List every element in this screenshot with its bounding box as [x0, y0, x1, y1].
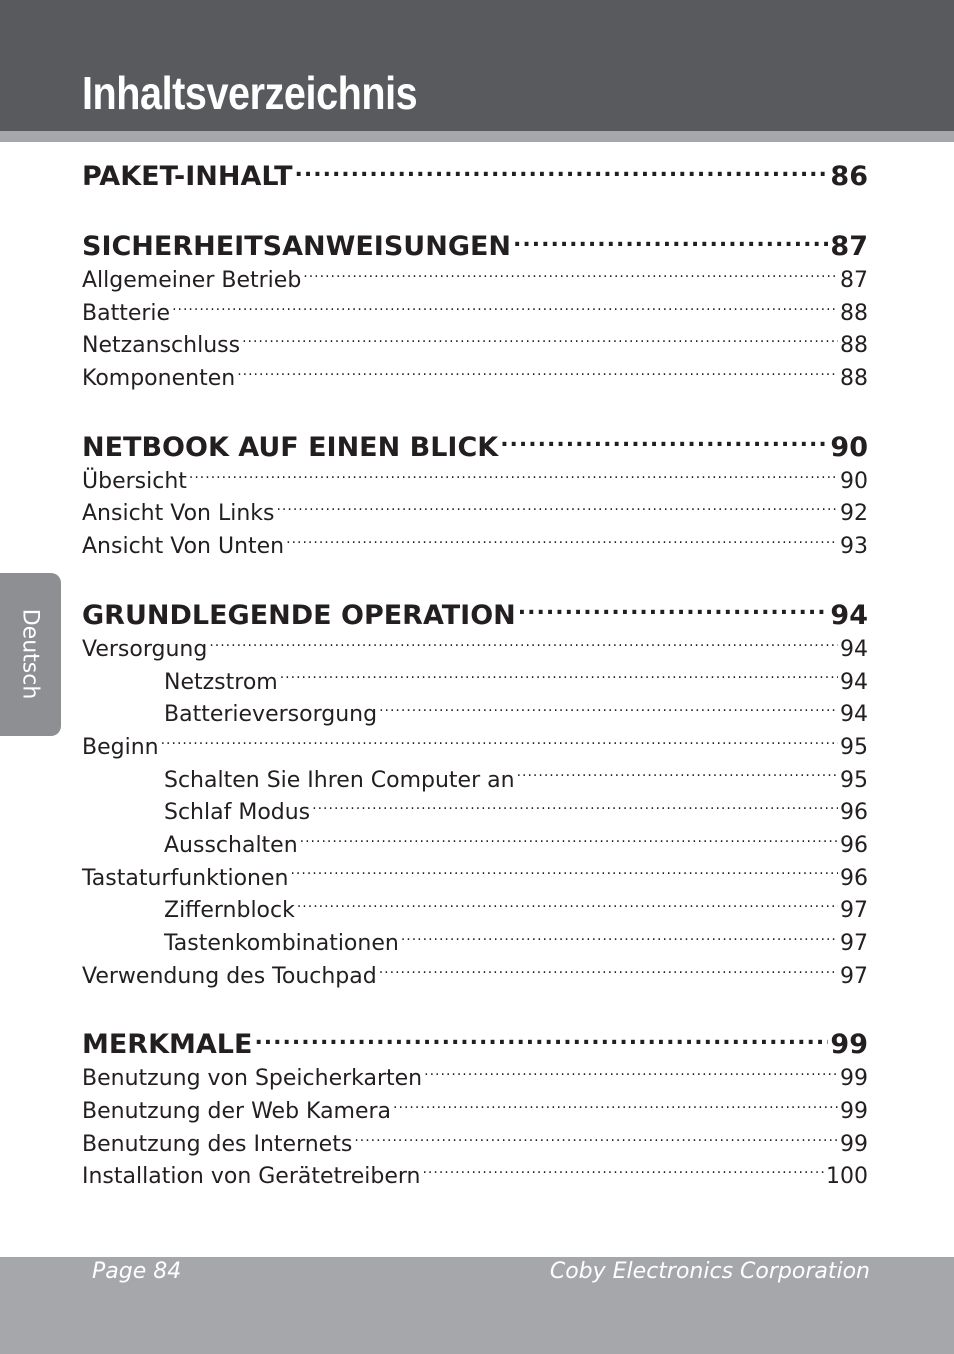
toc-entry[interactable] [82, 1096, 868, 1129]
dot-leader [354, 1129, 838, 1151]
toc-subentry[interactable] [82, 699, 868, 732]
toc-subentry[interactable] [82, 765, 868, 798]
toc-entry-page-number: 99 [840, 1066, 868, 1092]
toc-entry[interactable] [82, 1129, 868, 1162]
toc-section [82, 158, 868, 195]
toc-entry[interactable] [82, 1063, 868, 1096]
dot-leader [237, 363, 838, 385]
page-footer [0, 1257, 954, 1354]
toc-subentry-label: Ziffernblock [164, 898, 295, 924]
toc-entry-label: Netzanschluss [82, 333, 241, 359]
toc-subentry[interactable] [82, 667, 868, 700]
toc-entry-label: Verwendung des Touchpad [82, 963, 377, 989]
dot-leader [276, 498, 838, 520]
toc-subentry-page-number: 94 [840, 669, 868, 695]
toc-entry-label: Beginn [82, 734, 159, 760]
toc-subentry[interactable] [82, 797, 868, 830]
toc-section-heading[interactable] [82, 228, 868, 265]
toc-entry[interactable] [82, 466, 868, 499]
toc-entry-label: Batterie [82, 300, 171, 326]
dot-leader [513, 228, 828, 255]
toc-entry[interactable] [82, 330, 868, 363]
dot-leader [295, 158, 829, 185]
dot-leader [422, 1161, 824, 1183]
toc-entry-page-number: 96 [840, 865, 868, 891]
toc-entry-page-number: 90 [840, 468, 868, 494]
toc-section [82, 429, 868, 564]
dot-leader [286, 531, 838, 553]
toc-entry[interactable] [82, 863, 868, 896]
dot-leader [393, 1096, 838, 1118]
dot-leader [189, 466, 838, 488]
dot-leader [209, 634, 838, 656]
toc-subentry-label: Batterieversorgung [164, 702, 378, 728]
toc-section-heading-label: GRUNDLEGENDE OPERATION [82, 599, 516, 631]
dot-leader [300, 830, 838, 852]
toc-section-heading-page-number: 99 [830, 1029, 868, 1061]
toc-entry-page-number: 93 [840, 534, 868, 560]
language-tab [0, 573, 61, 736]
dot-leader [500, 429, 828, 456]
dot-leader [518, 597, 829, 624]
toc-subentry-page-number: 95 [840, 767, 868, 793]
toc-entry[interactable] [82, 634, 868, 667]
toc-entry-label: Übersicht [82, 468, 187, 494]
dot-leader [312, 797, 838, 819]
toc-entry-label: Benutzung des Internets [82, 1131, 353, 1157]
dot-leader [172, 298, 838, 320]
page-header [0, 0, 954, 131]
toc-section-heading[interactable] [82, 597, 868, 634]
toc-entry-page-number: 97 [840, 963, 868, 989]
dot-leader [379, 699, 838, 721]
dot-leader [297, 895, 838, 917]
header-stripe [0, 131, 954, 142]
toc-section-heading-page-number: 87 [830, 231, 868, 262]
toc-entry-page-number: 99 [840, 1099, 868, 1125]
toc-subentry-label: Schlaf Modus [164, 800, 311, 826]
dot-leader [280, 667, 838, 689]
toc-entry-label: Komponenten [82, 366, 236, 392]
toc-subentry-label: Netzstrom [164, 669, 278, 695]
toc-section [82, 597, 868, 994]
dot-leader [517, 765, 838, 787]
toc-section-heading-label: PAKET-INHALT [82, 161, 293, 192]
toc-entry-page-number: 99 [840, 1131, 868, 1157]
toc-subentry-label: Schalten Sie Ihren Computer an [164, 767, 515, 793]
toc-subentry-page-number: 96 [840, 832, 868, 858]
dot-leader [303, 265, 838, 287]
toc-entry-page-number: 87 [840, 268, 868, 293]
toc-entry[interactable] [82, 961, 868, 994]
toc-entry-page-number: 88 [840, 333, 868, 359]
toc-entry-page-number: 95 [840, 734, 868, 760]
toc-section-heading[interactable] [82, 158, 868, 195]
toc-entry-label: Ansicht Von Links [82, 501, 275, 527]
toc-entry-label: Benutzung von Speicherkarten [82, 1066, 423, 1092]
toc-subentry-page-number: 97 [840, 898, 868, 924]
toc-entry[interactable] [82, 363, 868, 396]
toc-entry-label: Allgemeiner Betrieb [82, 268, 302, 293]
toc-section-heading-page-number: 86 [830, 161, 868, 192]
toc-section [82, 1026, 868, 1194]
toc-entry-label: Installation von Gerätetreibern [82, 1164, 421, 1190]
toc-section-heading[interactable] [82, 429, 868, 466]
toc-subentry-page-number: 94 [840, 702, 868, 728]
toc-entry-page-number: 88 [840, 300, 868, 326]
toc-entry[interactable] [82, 265, 868, 298]
toc-entry[interactable] [82, 531, 868, 564]
dot-leader [161, 732, 838, 754]
toc-section [82, 228, 868, 396]
toc-entry-page-number: 88 [840, 366, 868, 392]
toc-entry-page-number: 92 [840, 501, 868, 527]
toc-section-heading-label: NETBOOK AUF EINEN BLICK [82, 431, 499, 463]
toc-entry[interactable] [82, 298, 868, 331]
toc-entry[interactable] [82, 732, 868, 765]
toc-subentry[interactable] [82, 895, 868, 928]
page-title: Inhaltsverzeichnis [82, 67, 418, 119]
dot-leader [379, 961, 838, 983]
toc-entry[interactable] [82, 1161, 868, 1194]
toc-entry-label: Ansicht Von Unten [82, 534, 285, 560]
toc-entry-page-number: 94 [840, 636, 868, 662]
footer-page-number: Page 84 [92, 1259, 182, 1284]
toc-subentry[interactable] [82, 928, 868, 961]
toc-section-heading-label: MERKMALE [82, 1029, 253, 1061]
toc-section-heading-page-number: 94 [830, 599, 868, 631]
toc-subentry[interactable] [82, 830, 868, 863]
toc-entry-label: Benutzung der Web Kamera [82, 1099, 392, 1125]
footer-company-name: Coby Electronics Corporation [549, 1259, 870, 1284]
dot-leader [290, 863, 838, 885]
toc-subentry-label: Tastenkombinationen [164, 931, 399, 956]
toc-section-heading[interactable] [82, 1026, 868, 1063]
dot-leader [242, 330, 838, 352]
language-tab-label: Deutsch [17, 608, 43, 700]
toc-entry-page-number: 100 [826, 1164, 868, 1190]
toc-subentry-label: Ausschalten [164, 832, 298, 858]
toc-entry-label: Tastaturfunktionen [82, 865, 289, 891]
toc-subentry-page-number: 97 [840, 931, 868, 956]
toc-section-heading-label: SICHERHEITSANWEISUNGEN [82, 231, 512, 262]
dot-leader [401, 928, 838, 950]
dot-leader [254, 1026, 828, 1053]
toc-section-heading-page-number: 90 [830, 431, 868, 463]
table-of-contents [82, 158, 868, 1227]
toc-entry-label: Versorgung [82, 636, 208, 662]
toc-entry[interactable] [82, 498, 868, 531]
toc-subentry-page-number: 96 [840, 800, 868, 826]
dot-leader [424, 1063, 838, 1085]
